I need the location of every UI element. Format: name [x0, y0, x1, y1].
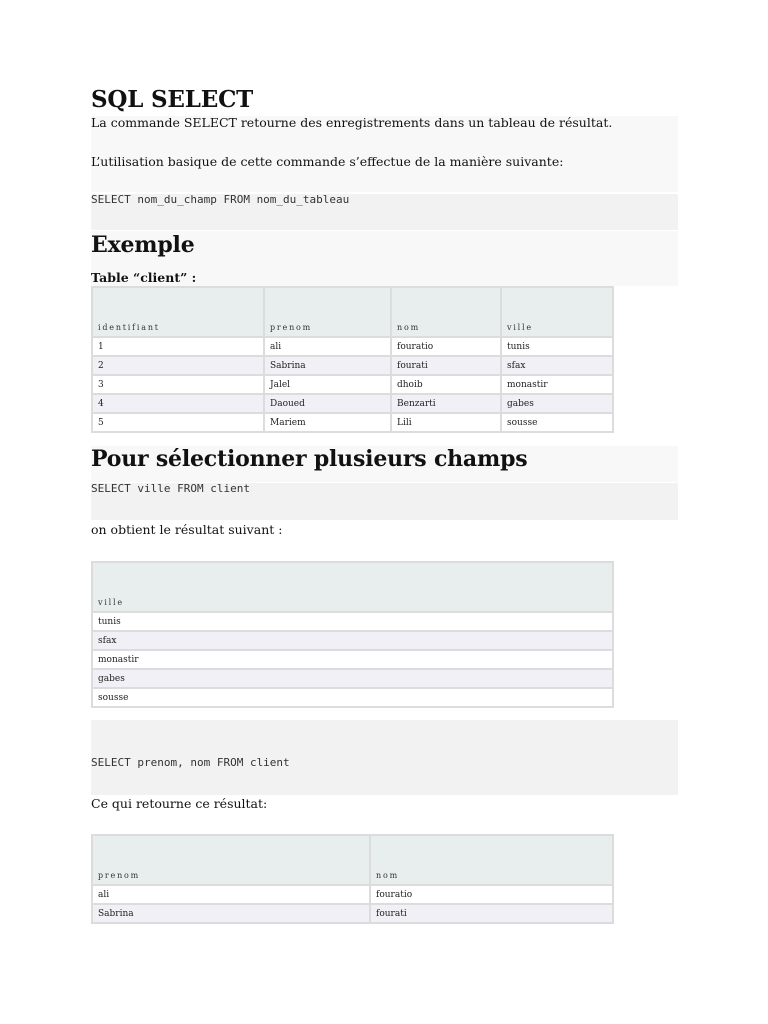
table-row [93, 651, 612, 668]
cell: ali [93, 886, 369, 903]
code-snippet-3: SELECT prenom, nom FROM client [91, 756, 290, 769]
cell: Benzarti [392, 395, 500, 412]
cell: sousse [502, 414, 612, 431]
table-row [93, 376, 612, 393]
intro-text: La commande SELECT retourne des enregistrements dans un tableau de résultat. [91, 115, 613, 130]
table-row [93, 632, 612, 649]
cell: gabes [502, 395, 612, 412]
cell: 3 [93, 376, 263, 393]
table-header-row [93, 836, 612, 884]
cell: monastir [502, 376, 612, 393]
prenom-nom-table [91, 834, 614, 924]
cell: Lili [392, 414, 500, 431]
exemple-heading: Exemple [91, 232, 195, 258]
cell: sfax [502, 357, 612, 374]
cell: 2 [93, 357, 263, 374]
cell: 4 [93, 395, 263, 412]
cell: monastir [93, 651, 612, 668]
header-nom: nom [371, 836, 612, 884]
cell: ali [265, 338, 390, 355]
table-row [93, 689, 612, 706]
table-row [93, 357, 612, 374]
cell: dhoib [392, 376, 500, 393]
usage-text: L’utilisation basique de cette commande s’effectue de la manière suivante: [91, 154, 564, 169]
table-row [93, 395, 612, 412]
ville-table [91, 561, 614, 708]
cell: 5 [93, 414, 263, 431]
page-title: SQL SELECT [91, 86, 254, 113]
cell: 1 [93, 338, 263, 355]
cell: Sabrina [93, 905, 369, 922]
cell: Sabrina [265, 357, 390, 374]
cell: fouratio [371, 886, 612, 903]
table-label: Table “client” : [91, 270, 197, 285]
table-row [93, 670, 612, 687]
table-row [93, 414, 612, 431]
cell: fourati [371, 905, 612, 922]
header-identifiant: identifiant [93, 288, 263, 336]
header-ville: ville [502, 288, 612, 336]
cell: tunis [93, 613, 612, 630]
cell: Jalel [265, 376, 390, 393]
code-snippet-1: SELECT nom_du_champ FROM nom_du_tableau [91, 193, 350, 206]
table-row [93, 886, 612, 903]
header-ville: ville [93, 563, 612, 611]
cell: Mariem [265, 414, 390, 431]
section2-heading: Pour sélectionner plusieurs champs [91, 446, 528, 472]
header-prenom: prenom [265, 288, 390, 336]
client-table [91, 286, 614, 433]
result-text-2: Ce qui retourne ce résultat: [91, 796, 268, 811]
header-nom: nom [392, 288, 500, 336]
cell: gabes [93, 670, 612, 687]
cell: tunis [502, 338, 612, 355]
table-row [93, 905, 612, 922]
table-header-row [93, 563, 612, 611]
cell: sousse [93, 689, 612, 706]
cell: fouratio [392, 338, 500, 355]
table-header-row [93, 288, 612, 336]
table-row [93, 338, 612, 355]
code-snippet-2: SELECT ville FROM client [91, 482, 250, 495]
table-row [93, 613, 612, 630]
result-text-1: on obtient le résultat suivant : [91, 522, 283, 537]
cell: sfax [93, 632, 612, 649]
header-prenom: prenom [93, 836, 369, 884]
cell: Daoued [265, 395, 390, 412]
cell: fourati [392, 357, 500, 374]
